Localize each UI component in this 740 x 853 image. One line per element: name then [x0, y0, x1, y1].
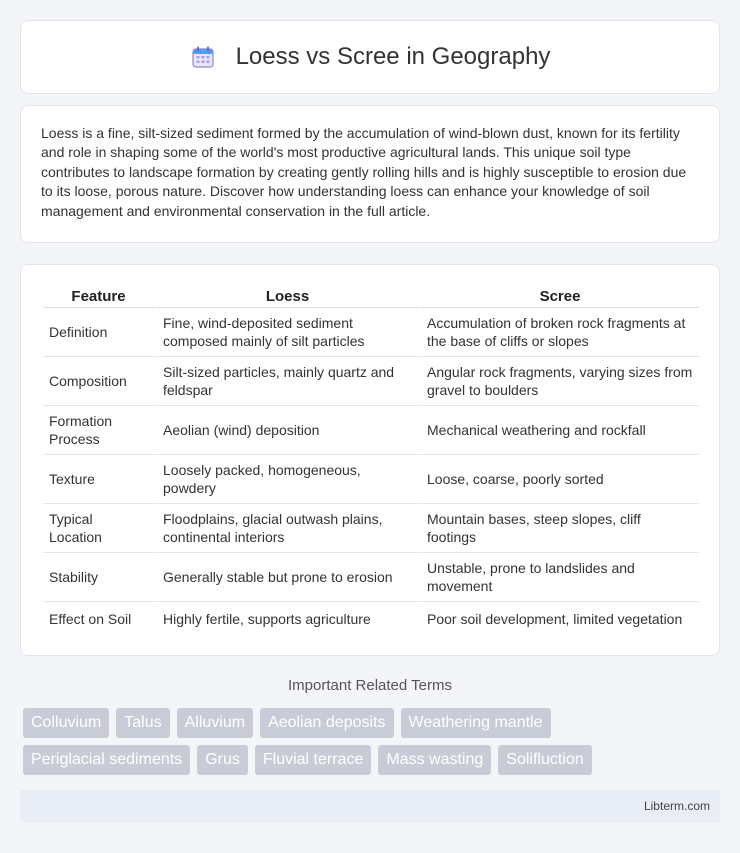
table-row — [43, 406, 699, 455]
header-card — [20, 20, 720, 94]
table-row — [43, 455, 699, 504]
loess-cell: Highly fertile, supports agriculture — [154, 602, 418, 636]
related-term-tag[interactable]: Talus — [116, 708, 169, 738]
header-feature: Feature — [43, 285, 154, 308]
feature-cell: Definition — [43, 308, 154, 357]
feature-cell: Texture — [43, 455, 154, 504]
feature-cell: Effect on Soil — [49, 611, 132, 627]
loess-cell: Silt-sized particles, mainly quartz and feldspar — [154, 357, 418, 406]
scree-cell: Accumulation of broken rock fragments at the base of cliffs or slopes — [418, 308, 699, 357]
title-wrap — [190, 43, 551, 71]
related-term-tag[interactable]: Periglacial sediments — [23, 745, 190, 775]
related-term-tag[interactable]: Aeolian deposits — [260, 708, 393, 738]
related-term-tag[interactable]: Weathering mantle — [401, 708, 551, 738]
related-terms-title: Important Related Terms — [288, 677, 452, 694]
feature-cell: Formation Process — [43, 406, 154, 455]
scree-cell: Mechanical weathering and rockfall — [418, 406, 699, 455]
page-title: Loess vs Scree in Geography — [235, 43, 551, 70]
related-term-tag[interactable]: Grus — [197, 745, 248, 775]
footer-site-link[interactable]: Libterm.com — [643, 799, 710, 813]
table-header-row — [43, 285, 699, 308]
header-scree: Scree — [418, 285, 699, 308]
loess-cell: Generally stable but prone to erosion — [154, 553, 418, 602]
loess-cell: Fine, wind-deposited sediment composed mainly of silt particles — [154, 308, 418, 357]
feature-cell: Typical Location — [43, 504, 154, 553]
related-term-tag[interactable]: Solifluction — [498, 745, 591, 775]
table-row — [43, 602, 699, 636]
scree-cell: Unstable, prone to landslides and movement — [418, 553, 699, 602]
intro-text: Loess is a fine, silt-sized sediment formed by the accumulation of wind-blown dust, known for its fertility and role in shaping some of the world's most productive agricultural lands. This unique soil type contributes to landscape formation by creating gently rolling hills and is highly susceptible to erosion due to its loose, porous nature. Discover how understanding loess can enhance your knowledge of soil management and environmental conservation in the full article. — [41, 125, 687, 219]
calendar-icon — [190, 44, 216, 70]
scree-cell: Mountain bases, steep slopes, cliff footings — [418, 504, 699, 553]
loess-cell: Floodplains, glacial outwash plains, continental interiors — [154, 504, 418, 553]
feature-cell: Composition — [43, 357, 154, 406]
scree-cell: Poor soil development, limited vegetation — [418, 602, 699, 636]
footer — [20, 790, 720, 823]
loess-cell: Loosely packed, homogeneous, powdery — [154, 455, 418, 504]
table-row — [43, 553, 699, 602]
loess-cell: Aeolian (wind) deposition — [154, 406, 418, 455]
related-term-tag[interactable]: Colluvium — [23, 708, 109, 738]
related-term-tag[interactable]: Mass wasting — [378, 745, 491, 775]
related-terms-list — [23, 708, 723, 775]
related-term-tag[interactable]: Alluvium — [177, 708, 253, 738]
table-row — [43, 308, 699, 357]
feature-cell: Stability — [43, 553, 154, 602]
table-row — [43, 357, 699, 406]
table-row — [43, 504, 699, 553]
scree-cell: Angular rock fragments, varying sizes from gravel to boulders — [418, 357, 699, 406]
related-term-tag[interactable]: Fluvial terrace — [255, 745, 371, 775]
intro-card — [20, 105, 720, 243]
header-loess: Loess — [154, 285, 418, 308]
table-card — [20, 264, 720, 656]
comparison-table — [43, 285, 699, 636]
scree-cell: Loose, coarse, poorly sorted — [418, 455, 699, 504]
